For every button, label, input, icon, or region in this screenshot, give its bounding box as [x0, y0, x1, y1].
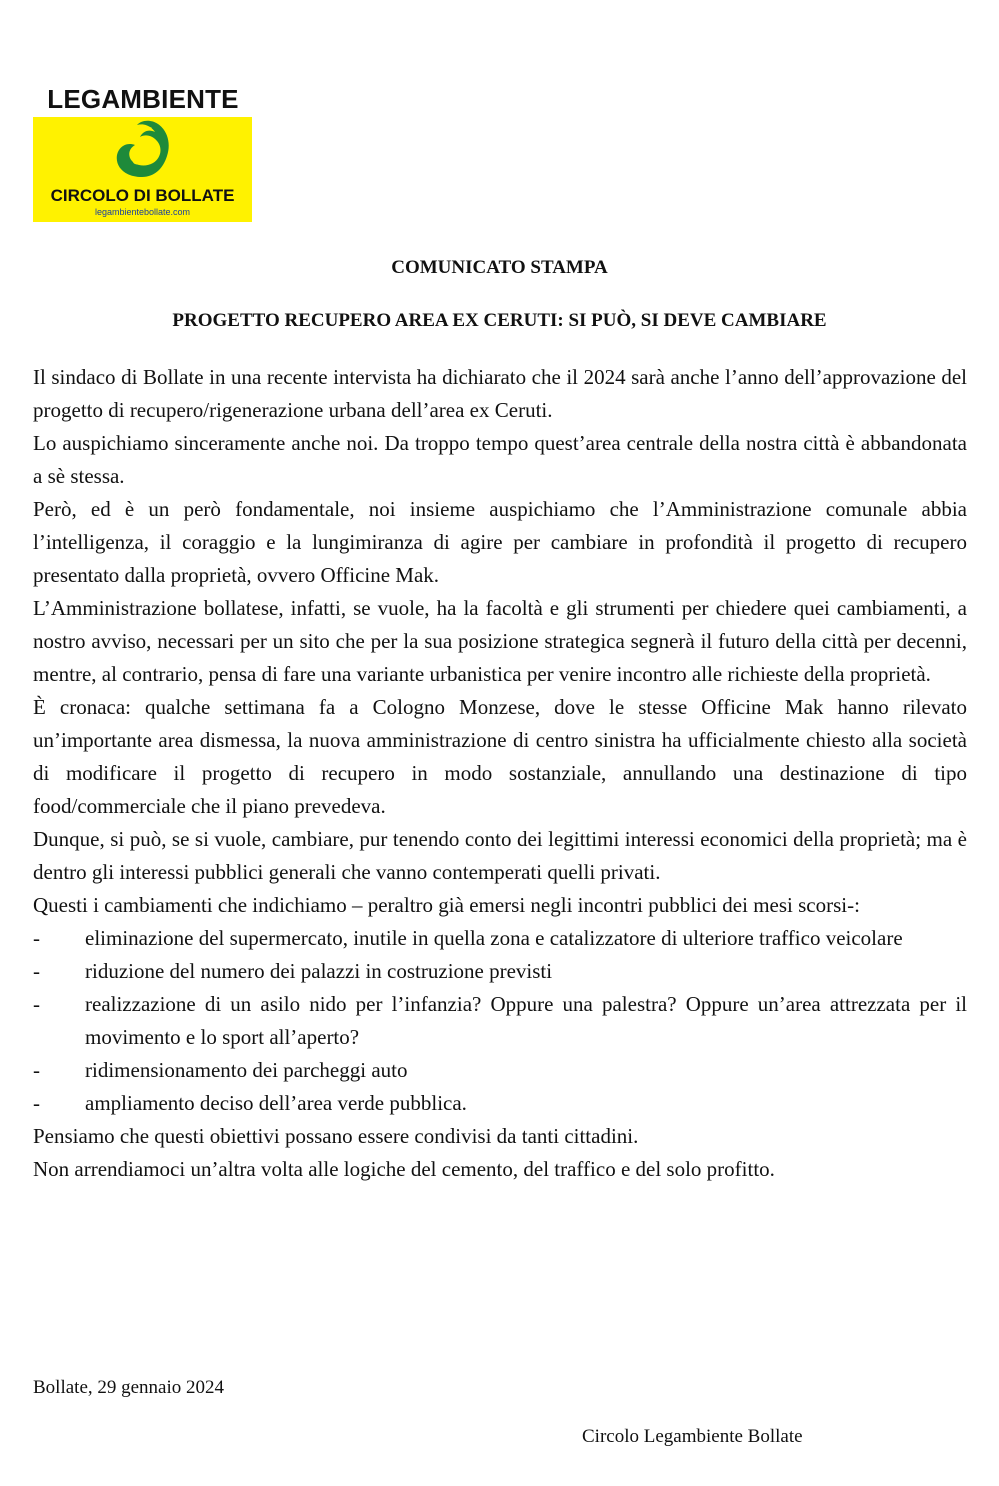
- document-title: PROGETTO RECUPERO AREA EX CERUTI: SI PUÒ, SI DEVE CAMBIARE: [172, 310, 827, 331]
- paragraph: L’Amministrazione bollatese, infatti, se vuole, ha la facoltà e gli strumenti per chiedere quei cambiamenti, a nostro avviso, necessari per un sito che per la sua posizione strategica segnerà il futuro della città per decenni, mentre, al contrario, pensa di fare una variante urbanistica per venire incontro alle richieste della proprietà.: [33, 596, 967, 686]
- list-item-text: ridimensionamento dei parcheggi auto: [85, 1058, 408, 1082]
- document-body: [33, 361, 967, 1186]
- list-bullet: -: [33, 1091, 40, 1115]
- document-signature: Circolo Legambiente Bollate: [582, 1426, 803, 1447]
- logo-title: LEGAMBIENTE: [47, 84, 239, 114]
- list-item-text: realizzazione di un asilo nido per l’infanzia? Oppure una palestra? Oppure un’area attrezzata per il movimento e lo sport all’aperto?: [85, 992, 967, 1049]
- list-item-text: riduzione del numero dei palazzi in costruzione previsti: [85, 959, 553, 983]
- list-item-text: ampliamento deciso dell’area verde pubblica.: [85, 1091, 467, 1115]
- logo-subtitle: CIRCOLO DI BOLLATE: [50, 186, 235, 205]
- paragraph: Lo auspichiamo sinceramente anche noi. Da troppo tempo quest’area centrale della nostra città è abbandonata a sè stessa.: [33, 431, 967, 488]
- paragraph: Però, ed è un però fondamentale, noi insieme auspichiamo che l’Amministrazione comunale abbia l’intelligenza, il coraggio e la lungimiranza di agire per cambiare in profondità il progetto di recupero presentato dalla proprietà, ovvero Officine Mak.: [33, 497, 967, 587]
- list-bullet: -: [33, 1058, 40, 1082]
- paragraph: Pensiamo che questi obiettivi possano essere condivisi da tanti cittadini.: [33, 1124, 639, 1148]
- list-item: [33, 1087, 967, 1120]
- paragraph: Questi i cambiamenti che indichiamo – peraltro già emersi negli incontri pubblici dei mesi scorsi-:: [33, 893, 860, 917]
- list-item-text: eliminazione del supermercato, inutile in quella zona e catalizzatore di ulteriore traffico veicolare: [85, 926, 903, 950]
- logo-url: legambientebollate.com: [94, 207, 191, 217]
- list-bullet: -: [33, 926, 40, 950]
- list-item: [33, 988, 967, 1054]
- list-bullet: -: [33, 992, 40, 1016]
- logo-band: [33, 117, 252, 222]
- paragraph: È cronaca: qualche settimana fa a Cologno Monzese, dove le stesse Officine Mak hanno rilevato un’importante area dismessa, la nuova amministrazione di centro sinistra ha ufficialmente chiesto alla società di modificare il progetto di recupero in modo sostanziale, annullando una destinazione di tipo food/commerciale che il piano prevedeva.: [33, 695, 967, 818]
- list-bullet: -: [33, 959, 40, 983]
- paragraph: Dunque, si può, se si vuole, cambiare, pur tenendo conto dei legittimi interessi economici della proprietà; ma è dentro gli interessi pubblici generali che vanno contemperati quelli privati.: [33, 827, 967, 884]
- swan-icon: [111, 119, 173, 179]
- paragraph: Il sindaco di Bollate in una recente intervista ha dichiarato che il 2024 sarà anche l’anno dell’approvazione del progetto di recupero/rigenerazione urbana dell’area ex Ceruti.: [33, 365, 967, 422]
- list-item: [33, 1054, 967, 1087]
- legambiente-logo: [32, 82, 254, 224]
- document-date: Bollate, 29 gennaio 2024: [33, 1377, 225, 1398]
- list-item: [33, 922, 967, 955]
- document-label: COMUNICATO STAMPA: [391, 257, 608, 278]
- paragraph: Non arrendiamoci un’altra volta alle logiche del cemento, del traffico e del solo profitto.: [33, 1157, 775, 1181]
- list-item: [33, 955, 967, 988]
